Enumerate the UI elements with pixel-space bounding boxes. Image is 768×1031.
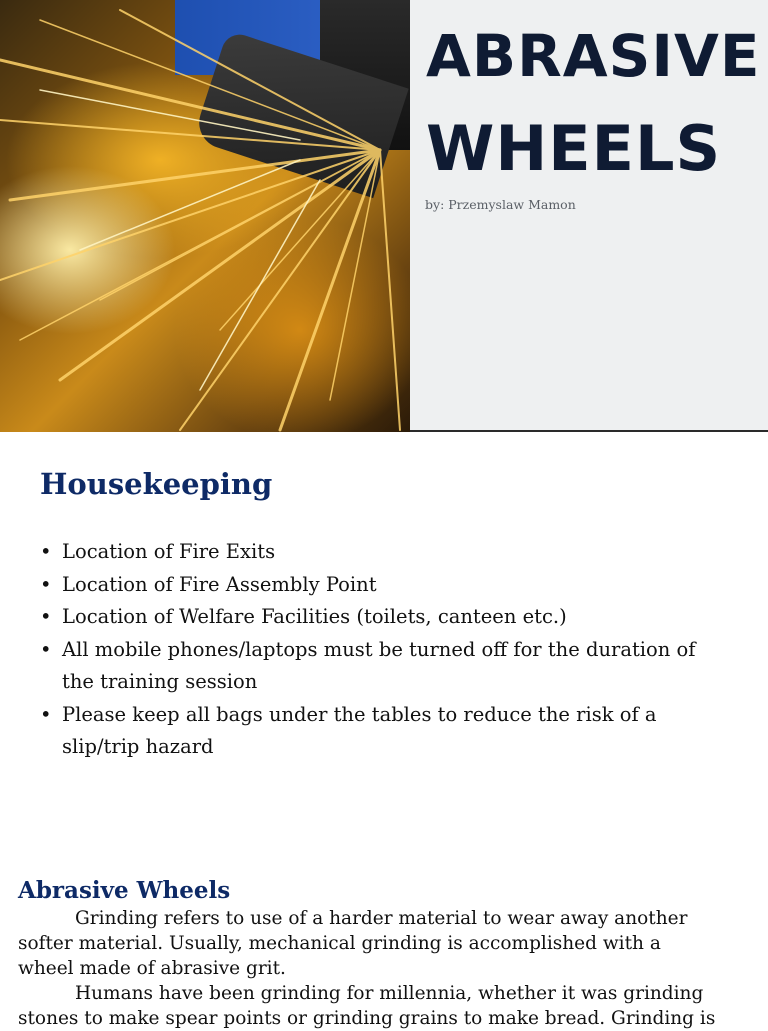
bullet-icon: • [40,572,52,596]
author-byline: by: Przemyslaw Mamon [425,197,576,212]
title-line-2: WHEELS [426,112,722,185]
list-item [40,699,730,764]
paragraph: Grinding refers to use of a harder material to wear away another softer material. Usually, mechanical grinding is accomplished with a wheel made of abrasive grit. [18,908,688,979]
bullet-icon: • [40,702,52,726]
title-line-1: ABRASIVE [426,22,761,90]
title-slide [0,0,768,432]
housekeeping-slide [0,432,768,842]
housekeeping-list [40,536,730,764]
list-item-text: Location of Fire Assembly Point [62,572,377,596]
list-item [40,536,730,569]
bullet-icon: • [40,540,52,563]
list-item [40,601,730,634]
paragraph: Humans have been grinding for millennia, whether it was grinding stones to make spear points or grinding grains to make bread. Grinding is [18,983,716,1029]
bullet-icon: • [40,637,52,661]
list-item-text: Location of Welfare Facilities (toilets, canteen etc.) [62,605,567,628]
housekeeping-heading: Housekeeping [40,467,273,501]
list-item [40,569,730,602]
list-item-text: Location of Fire Exits [62,540,276,563]
list-item [40,634,730,699]
grinding-sparks-photo [0,0,410,432]
list-item-text: Please keep all bags under the tables to reduce the risk of a slip/trip hazard [62,702,657,758]
sparks-overlay [0,0,410,432]
section-heading: Abrasive Wheels [18,877,231,904]
bullet-icon: • [40,605,52,628]
document-body [18,876,718,1031]
list-item-text: All mobile phones/laptops must be turned off for the duration of the training session [62,637,696,693]
